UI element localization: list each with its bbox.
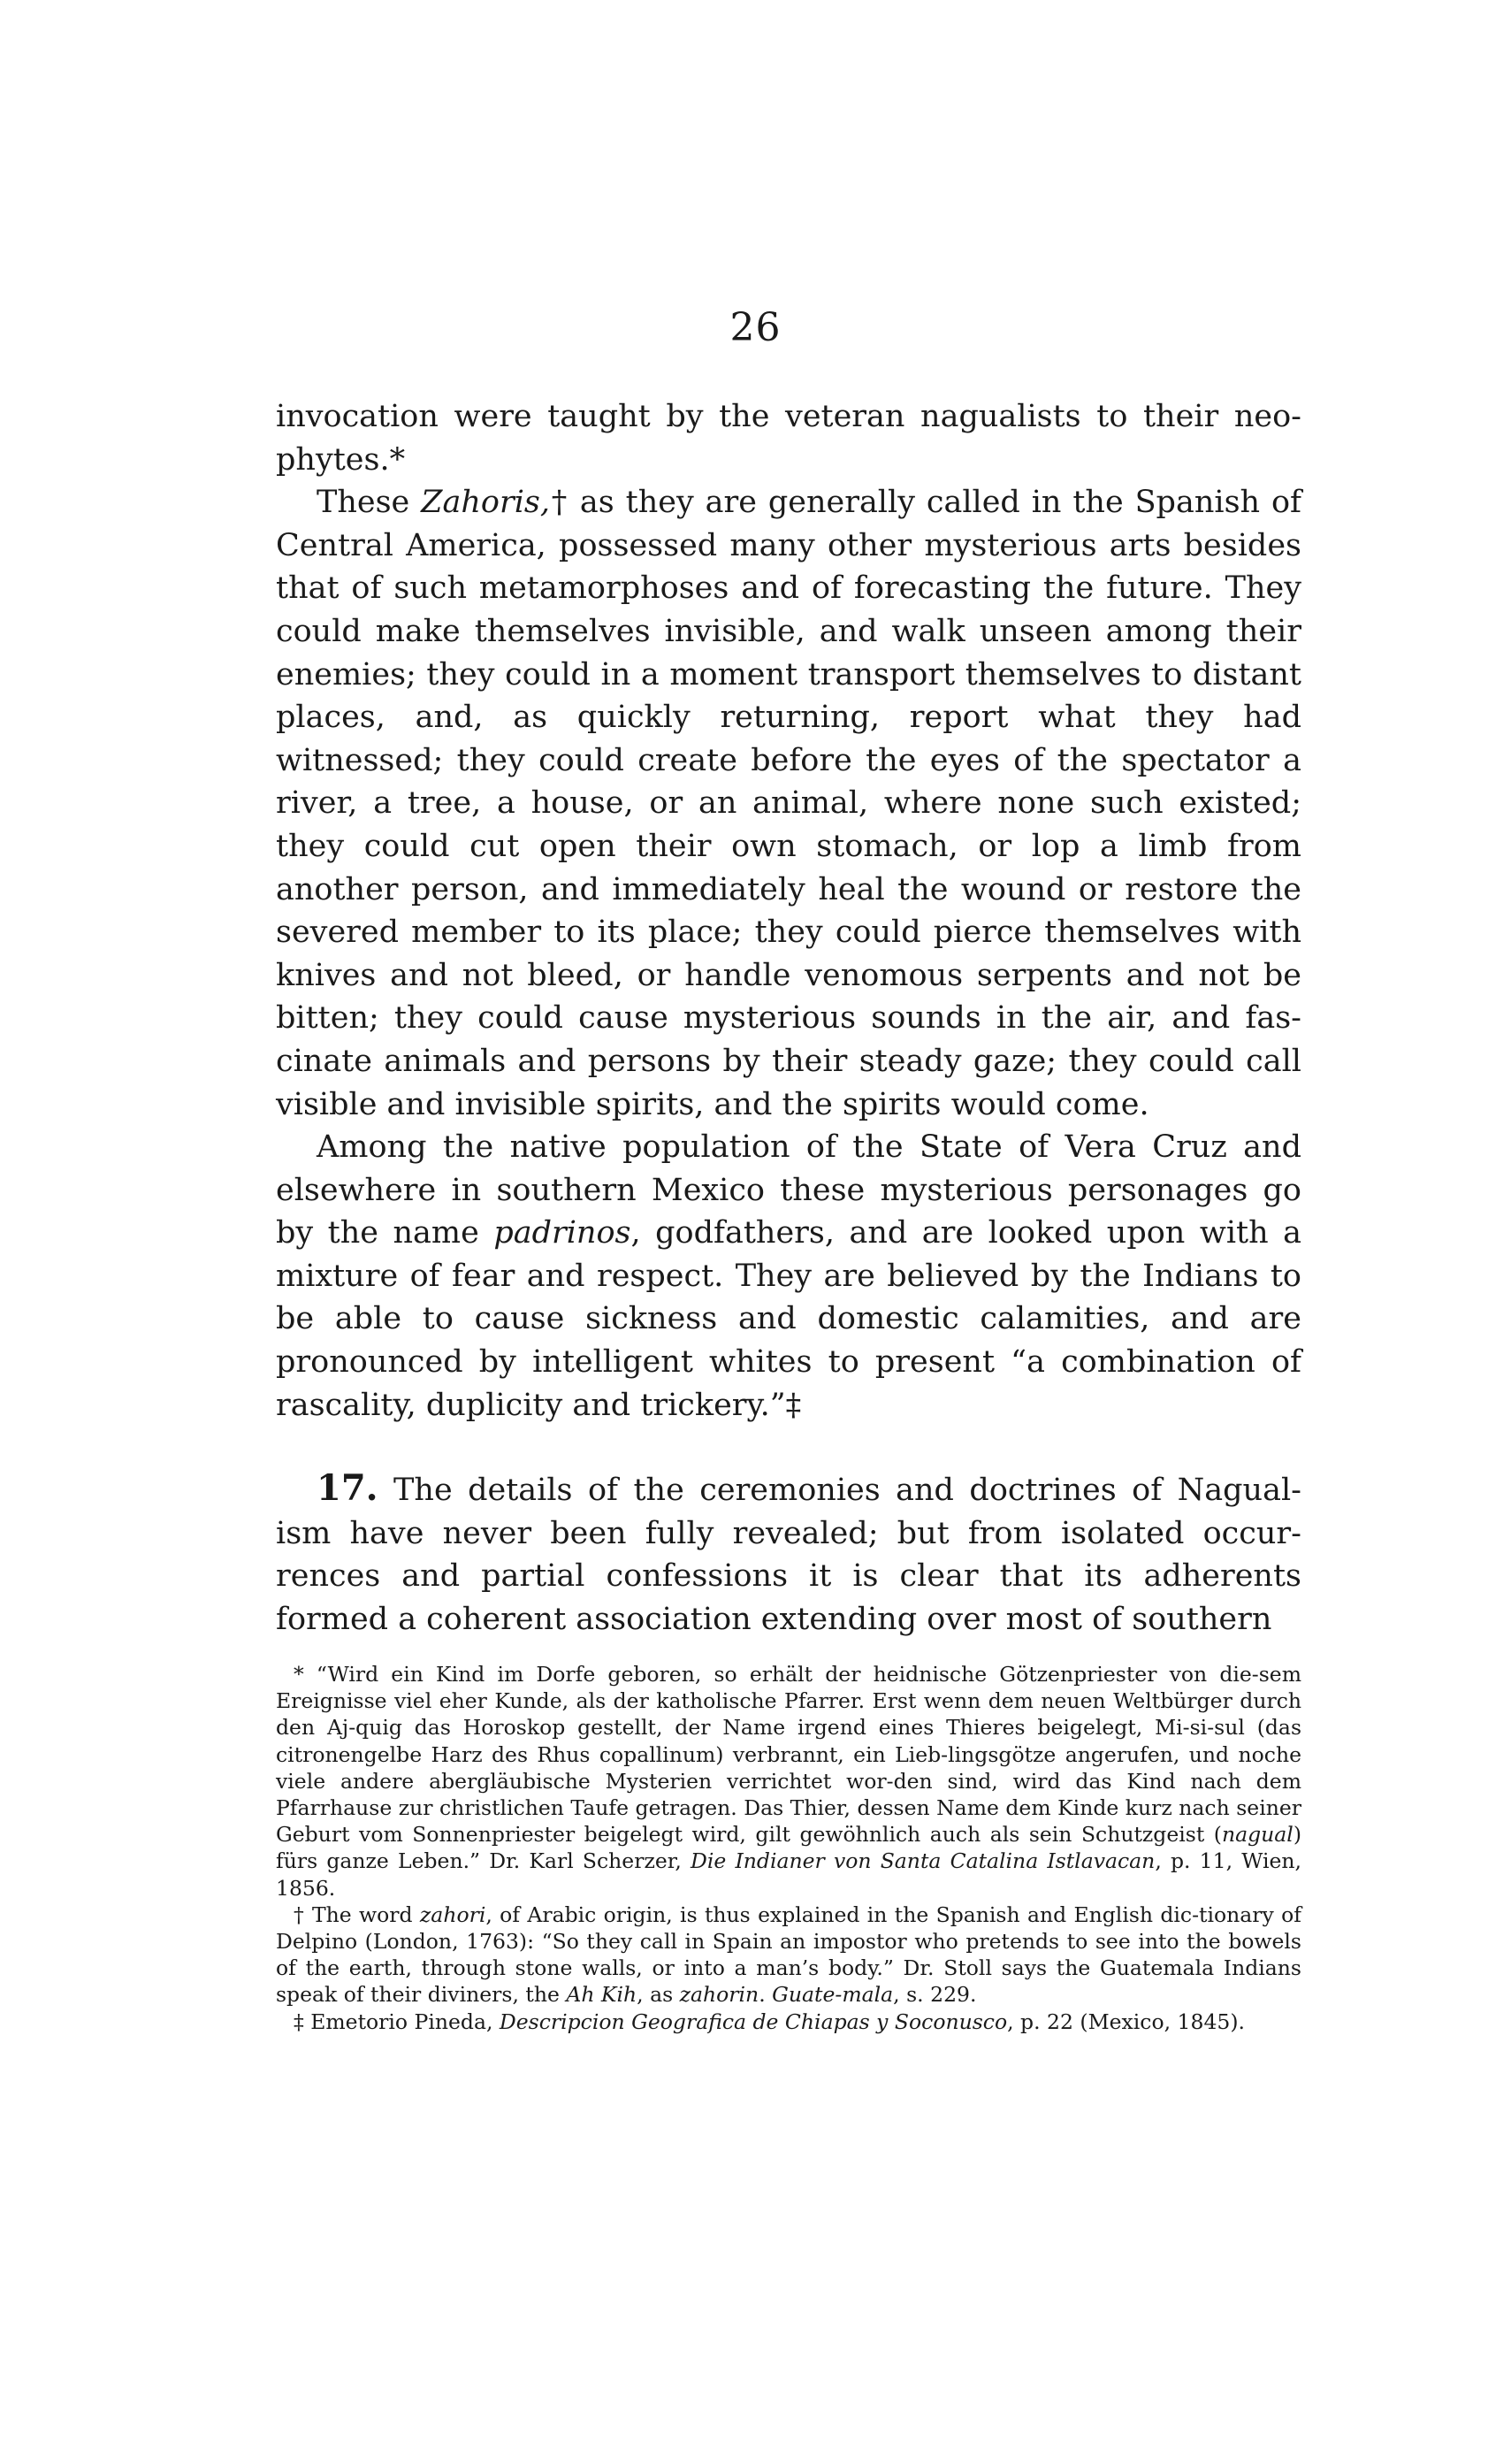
footnote-3 [276, 2009, 1301, 2035]
page-number: 26 [729, 305, 782, 350]
footnote-text: , as [637, 1982, 680, 2008]
book-title: Descripcion Geografica de Chiapas y Soconusco [499, 2009, 1008, 2034]
italic-term: Zahoris, [421, 485, 550, 521]
italic-term: Ah Kih [566, 1982, 637, 2008]
main-text [276, 395, 1301, 1641]
italic-term: padrinos [493, 1215, 631, 1251]
italic-term: zahorin [679, 1982, 759, 2008]
footnote-1 [276, 1661, 1301, 1902]
paragraph-continuation [276, 395, 1301, 481]
footnote-text: ‡ Emetorio Pineda, [294, 2009, 500, 2034]
footnote-text: ) fürs ganze Leben.” Dr. Karl Scherzer, [276, 1822, 1301, 1874]
footnote-text: , p. 22 (Mexico, 1845). [1007, 2009, 1246, 2034]
paragraph-padrinos [276, 1126, 1301, 1427]
book-title: Guate-mala [772, 1982, 894, 2008]
italic-term: nagual [1221, 1822, 1294, 1848]
section-spacer [276, 1427, 1301, 1467]
paragraph-text: The details of the ceremonies and doctrines of Nagual-ism have never been fully revealed; but from isolated occur-rences and partial confessions it is clear that its adherents formed a coherent association extending over most of southern [276, 1473, 1301, 1638]
italic-term: zahori [419, 1902, 486, 1927]
book-title: Die Indianer von Santa Catalina Istlavacan [691, 1848, 1156, 1874]
footnote-2 [276, 1902, 1301, 2009]
footnote-text: , p. 11, Wien, 1856. [276, 1848, 1302, 1901]
paragraph-text: as they are generally called in the Spanish of Central America, possessed many other mysterious arts besides that of such metamorphoses and of forecasting the future. They could make themselves invisible, and walk unseen among their enemies; they could in a moment transport themselves to distant places, and, as quickly returning, report what they had witnessed; they could create before the eyes of the spectator a river, a tree, a house, or an animal, where none such existed; they could cut open their own stomach, or lop a limb from another person, and immediately heal the wound or restore the severed member to its place; they could pierce themselves with knives and not bleed, or handle venomous serpents and not be bitten; they could cause mysterious sounds in the air, and fas-cinate animals and persons by their steady gaze; they could call visible and invisible spirits, and the spirits would come. [276, 485, 1301, 1122]
section-17-paragraph [276, 1467, 1301, 1641]
footnote-text: † The word [294, 1902, 420, 1927]
paragraph-text: Among the native population of the State of Vera Cruz and elsewhere in southern Mexico these mysterious personages go by the name [276, 1129, 1301, 1251]
paragraph-text: , godfathers, and are looked upon with a mixture of fear and respect. They are believed by the Indians to be able to cause sickness and domestic calamities, and are pronounced by intelligent whites to present “a combination of rascality, duplicity and trickery.”‡ [276, 1215, 1301, 1423]
footnote-text: , s. 229. [893, 1982, 977, 2008]
footnote-text: * “Wird ein Kind im Dorfe geboren, so erhält der heidnische Götzenpriester von die-sem Ereignisse viel eher Kunde, als der katholische Pfarrer. Erst wenn dem neuen Weltbürger durch den Aj-quig das Horoskop gestellt, der Name irgend eines Thieres beigelegt, Mi-si-sul (das citronengelbe Harz des Rhus copallinum) verbrannt, ein Lieb-lingsgötze angerufen, und noche viele andere abergläubische Mysterien verrichtet wor-den sind, wird das Kind nach dem Pfarrhause zur christlichen Taufe getragen. Das Thier, dessen Name dem Kinde kurz nach seiner Geburt vom Sonnenpriester beigelegt wird, gilt gewöhnlich auch als sein Schutzgeist ( [276, 1662, 1301, 1848]
paragraph-zahoris [276, 481, 1301, 1126]
footnote-marker: † [549, 485, 569, 521]
footnote-text: . [759, 1982, 773, 2008]
paragraph-text: invocation were taught by the veteran nagualists to their neo-phytes.* [276, 399, 1301, 478]
paragraph-text: These [317, 485, 422, 521]
footnotes [276, 1661, 1301, 2035]
section-number: 17. [317, 1467, 378, 1510]
footnote-text: , of Arabic origin, is thus explained in the Spanish and English dic-tionary of Delpino (London, 1763): “So they call in Spain an impostor who pretends to see into the bowels of the earth, through stone walls, or into a man’s body.” Dr. Stoll says the Guatemala Indians speak of their diviners, the [276, 1902, 1301, 2008]
